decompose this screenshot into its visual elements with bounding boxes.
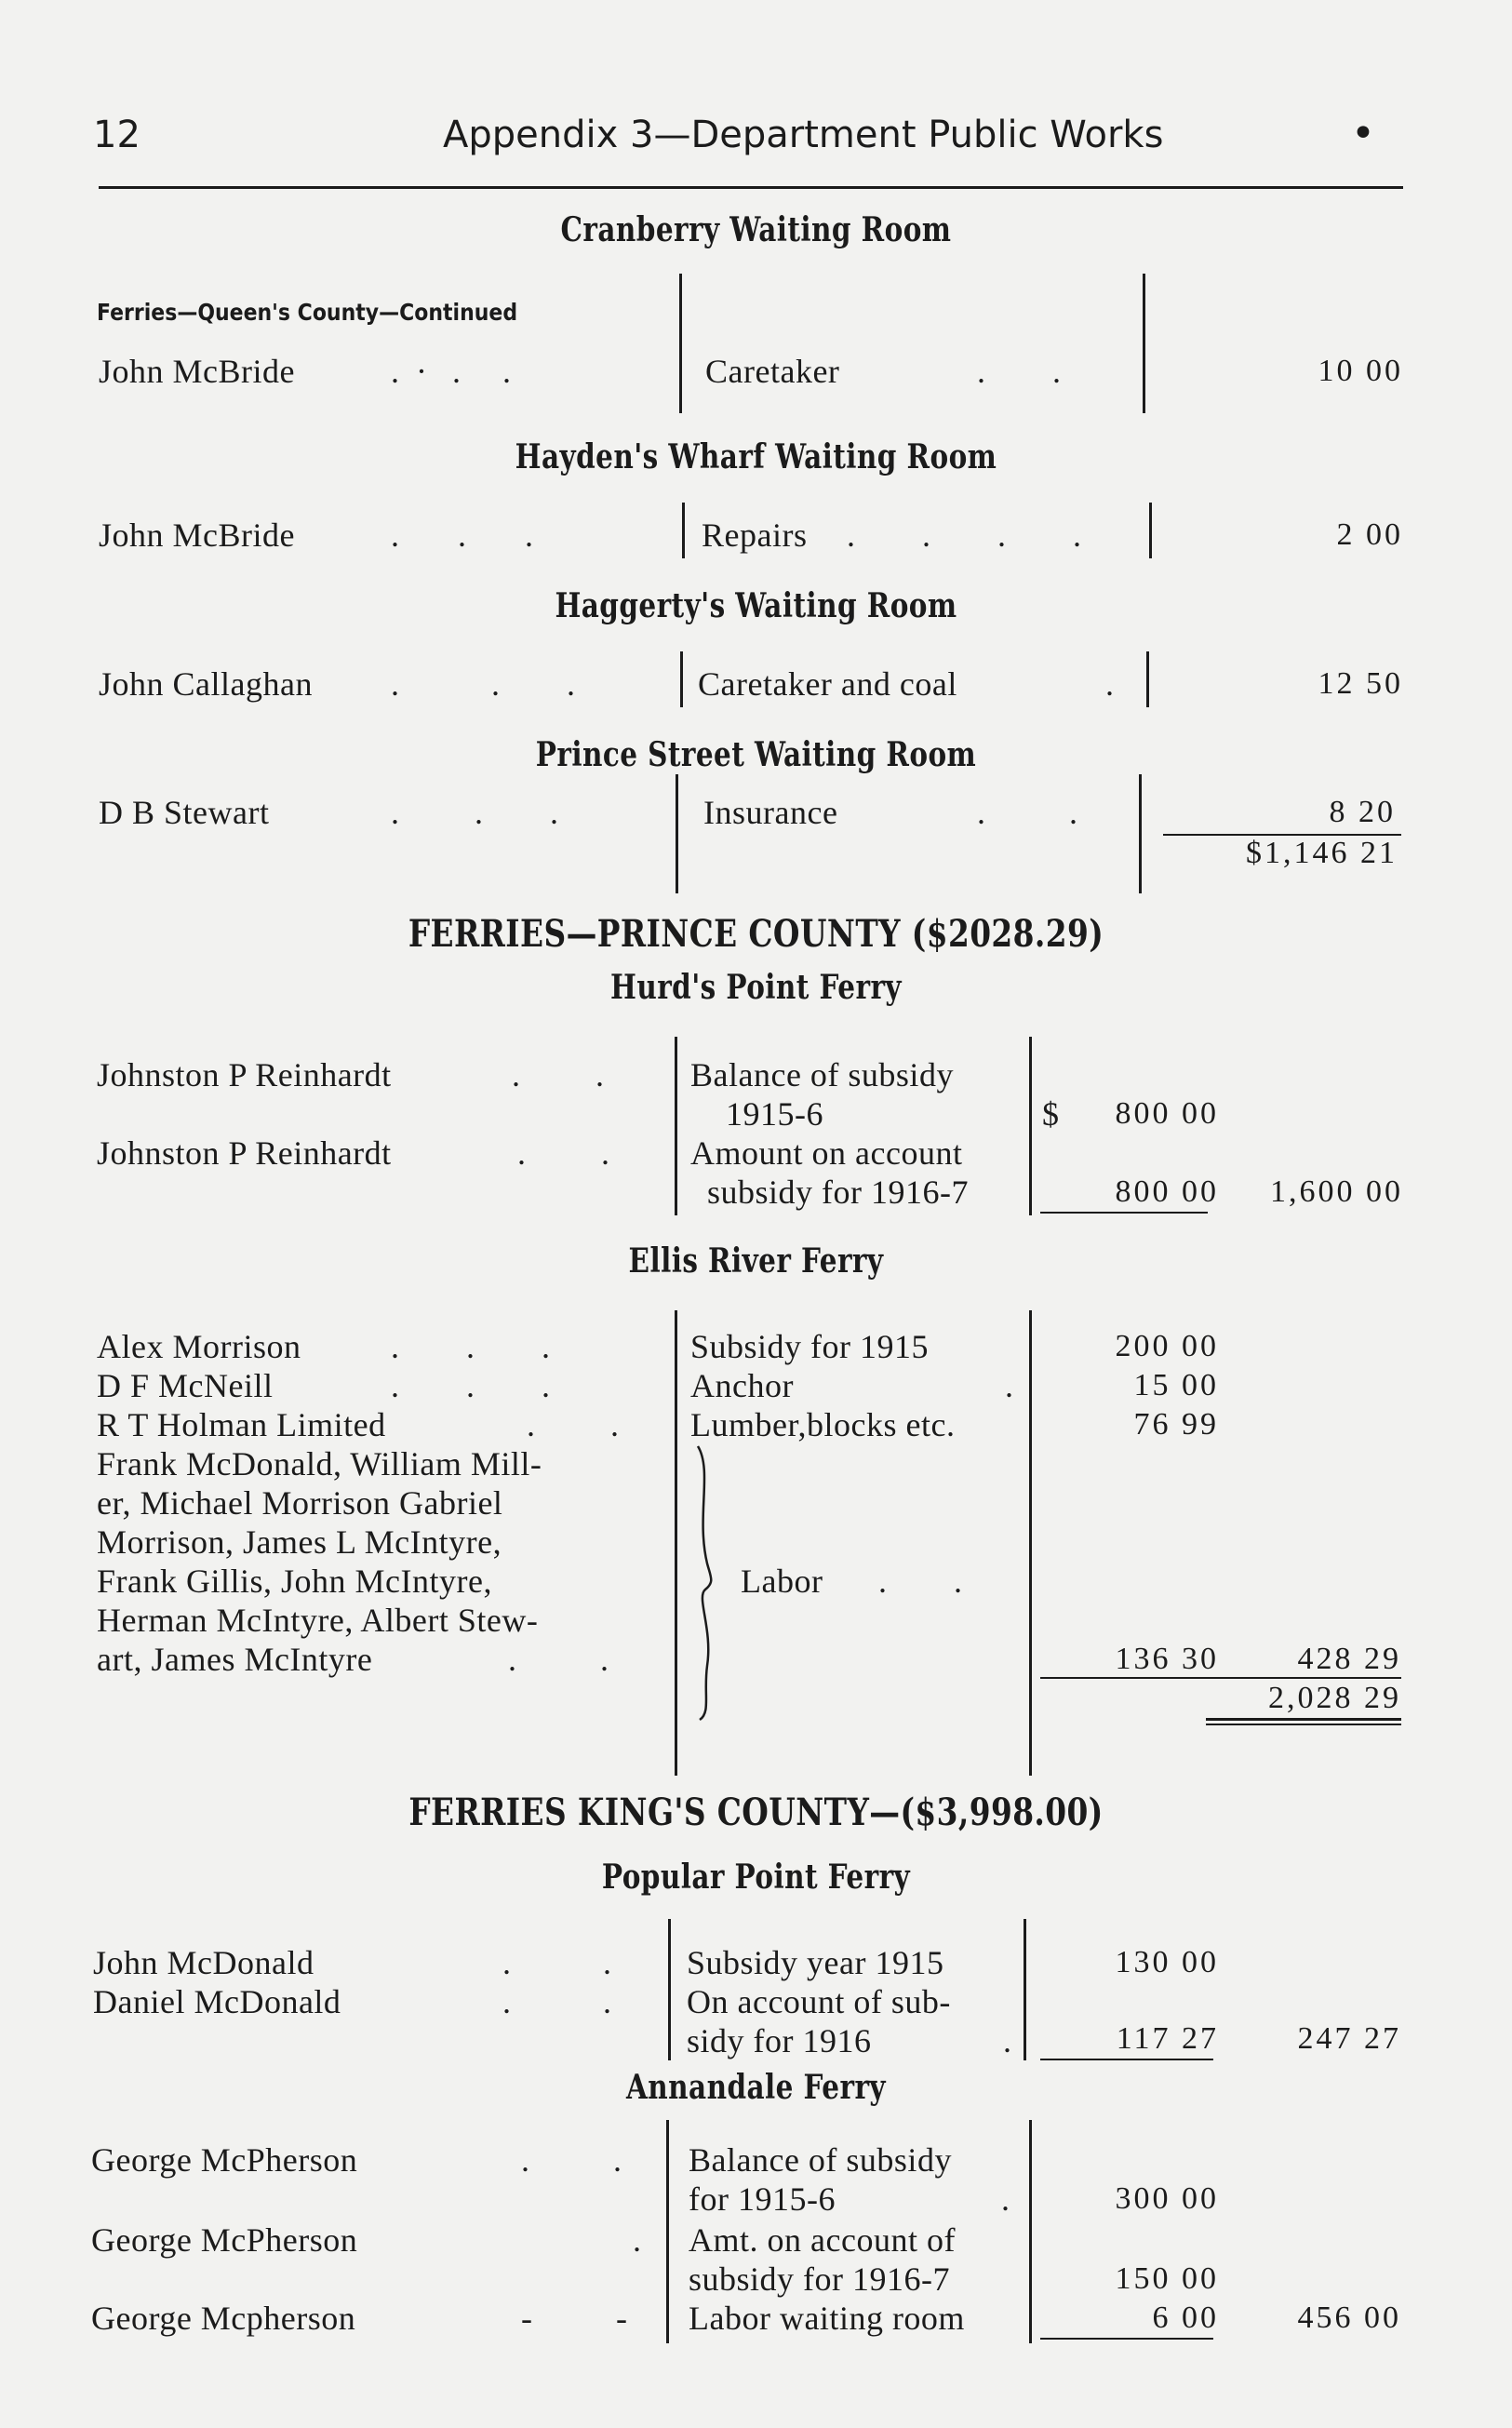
- item-description: Subsidy for 1915: [690, 1328, 930, 1365]
- column-rule: [675, 1310, 677, 1776]
- labor-names-line: Frank Gillis, John McIntyre,: [97, 1563, 492, 1600]
- amount: 76 99: [1133, 1407, 1219, 1442]
- leader-dots: . . .: [391, 1367, 550, 1404]
- section-title-cranberry: Cranberry Waiting Room: [560, 210, 952, 249]
- leader-dots: .: [1105, 665, 1114, 703]
- column-rule: [1139, 774, 1142, 893]
- payee-name: D B Stewart: [99, 794, 270, 831]
- item-description: sidy for 1916: [687, 2022, 872, 2059]
- amount: 200 00: [1115, 1329, 1219, 1363]
- column-rule: [1024, 1919, 1026, 2060]
- county-title-kings: FERRIES KING'S COUNTY—($3,998.00): [408, 1791, 1104, 1834]
- sum-rule: [1040, 1677, 1401, 1679]
- leader-dots: - -: [521, 2300, 627, 2337]
- amount: 300 00: [1115, 2181, 1219, 2216]
- item-description: Anchor: [690, 1367, 794, 1404]
- page-number: 12: [93, 114, 140, 156]
- continued-subheading: Ferries—Queen's County—Continued: [97, 299, 518, 326]
- column-rule: [1143, 274, 1145, 413]
- section-title-hayden: Hayden's Wharf Waiting Room: [515, 437, 997, 476]
- running-title: Appendix 3—Department Public Works: [443, 114, 1164, 156]
- leader-dots: . .: [502, 1983, 611, 2020]
- sum-rule: [1040, 1212, 1208, 1214]
- double-rule: [1206, 1718, 1401, 1721]
- column-rule: [1029, 1310, 1032, 1776]
- leader-dots: . .: [878, 1563, 962, 1600]
- item-description: On account of sub-: [687, 1983, 951, 2020]
- sum-rule: [1040, 2338, 1213, 2340]
- amount: 117 27: [1116, 2021, 1219, 2056]
- column-rule: [1149, 503, 1152, 558]
- item-description: Balance of subsidy: [690, 1056, 954, 1093]
- item-description: Subsidy year 1915: [687, 1944, 944, 1981]
- payee-name: John McDonald: [93, 1944, 314, 1981]
- section-title-hurds: Hurd's Point Ferry: [610, 968, 902, 1007]
- amount: 8 20: [1329, 795, 1396, 829]
- leader-dots: .: [1003, 2022, 1011, 2059]
- subtotal: 456 00: [1297, 2301, 1401, 2335]
- payee-name: George McPherson: [91, 2141, 358, 2179]
- brace-icon: [692, 1442, 720, 1722]
- section-title-haggerty: Haggerty's Waiting Room: [555, 586, 957, 625]
- item-description: Amount on account: [690, 1134, 963, 1172]
- amount: 800 00: [1115, 1174, 1219, 1209]
- column-rule: [1029, 2120, 1032, 2343]
- item-description: Insurance: [703, 794, 838, 831]
- payee-name: John Callaghan: [99, 665, 313, 703]
- payee-name: John McBride: [99, 516, 295, 554]
- subtotal: 247 27: [1297, 2021, 1401, 2056]
- item-description: Amt. on account of: [689, 2221, 956, 2259]
- county-total: 2,028 29: [1268, 1681, 1401, 1715]
- item-description: 1915-6: [726, 1095, 823, 1133]
- payee-name: D F McNeill: [97, 1367, 274, 1404]
- leader-dots: . .: [527, 1406, 619, 1443]
- leader-dots: . . .: [391, 665, 575, 703]
- payee-name: Johnston P Reinhardt: [97, 1056, 392, 1093]
- labor-names-line: er, Michael Morrison Gabriel: [97, 1484, 503, 1522]
- item-description: Labor: [741, 1563, 823, 1600]
- header-mark: •: [1351, 110, 1375, 157]
- section-title-popular: Popular Point Ferry: [601, 1858, 911, 1897]
- amount: 136 30: [1115, 1642, 1219, 1676]
- item-description: Lumber,blocks etc.: [690, 1406, 956, 1443]
- payee-name: R T Holman Limited: [97, 1406, 386, 1443]
- amount: 10 00: [1318, 354, 1403, 388]
- leader-dots: .: [1005, 1367, 1013, 1404]
- amount: 15 00: [1133, 1368, 1219, 1402]
- item-description: subsidy for 1916-7: [689, 2260, 950, 2298]
- leader-dots: . .: [508, 1641, 609, 1678]
- dollar-sign: $: [1042, 1095, 1060, 1133]
- amount: 150 00: [1115, 2261, 1219, 2296]
- leader-dots: . .: [977, 794, 1077, 831]
- column-rule: [680, 651, 683, 707]
- amount: 130 00: [1115, 1945, 1219, 1979]
- column-rule: [675, 1037, 677, 1215]
- item-description: Labor waiting room: [689, 2300, 965, 2337]
- double-rule: [1206, 1724, 1401, 1725]
- leader-dots: . .: [977, 353, 1061, 390]
- column-rule: [1146, 651, 1149, 707]
- column-rule: [1029, 1037, 1032, 1215]
- leader-dots: .: [633, 2221, 641, 2259]
- payee-name: Johnston P Reinhardt: [97, 1134, 392, 1172]
- item-description: subsidy for 1916-7: [707, 1174, 969, 1211]
- labor-names-line: art, James McIntyre: [97, 1641, 373, 1678]
- leader-dots: . . .: [391, 1328, 550, 1365]
- column-rule: [668, 1919, 671, 2060]
- column-rule: [682, 503, 685, 558]
- subtotal: 1,600 00: [1270, 1174, 1403, 1209]
- labor-names-line: Herman McIntyre, Albert Stew-: [97, 1602, 539, 1639]
- payee-name: Daniel McDonald: [93, 1983, 341, 2020]
- sum-rule: [1040, 2059, 1213, 2060]
- item-description: Repairs: [702, 516, 808, 554]
- payee-name: George McPherson: [91, 2221, 358, 2259]
- labor-names-line: Morrison, James L McIntyre,: [97, 1523, 502, 1561]
- amount: 12 50: [1318, 666, 1403, 701]
- item-description: Caretaker: [705, 353, 840, 390]
- payee-name: John McBride: [99, 353, 295, 390]
- subtotal: 428 29: [1297, 1642, 1401, 1676]
- leader-dots: . . .: [391, 794, 558, 831]
- queens-total: $1,146 21: [1246, 836, 1398, 870]
- leader-dots: . . .: [391, 516, 533, 554]
- amount: 6 00: [1152, 2301, 1219, 2335]
- leader-dots: . . . .: [847, 516, 1081, 554]
- payee-name: Alex Morrison: [97, 1328, 301, 1365]
- labor-names-line: Frank McDonald, William Mill-: [97, 1445, 542, 1482]
- section-title-ellis: Ellis River Ferry: [628, 1241, 884, 1281]
- amount: 800 00: [1115, 1096, 1219, 1131]
- leader-dots: . · . .: [391, 353, 511, 390]
- section-title-annandale: Annandale Ferry: [625, 2068, 887, 2107]
- section-title-prince-street: Prince Street Waiting Room: [535, 735, 977, 774]
- amount: 2 00: [1336, 517, 1403, 552]
- leader-dots: .: [1001, 2180, 1010, 2218]
- column-rule: [679, 274, 682, 413]
- header-rule: [99, 186, 1403, 189]
- payee-name: George Mcpherson: [91, 2300, 356, 2337]
- column-rule: [676, 774, 678, 893]
- column-rule: [666, 2120, 669, 2343]
- county-title-prince: FERRIES—PRINCE COUNTY ($2028.29): [408, 912, 1104, 956]
- leader-dots: . .: [512, 1056, 604, 1093]
- leader-dots: . .: [521, 2141, 622, 2179]
- leader-dots: . .: [502, 1944, 611, 1981]
- item-description: Caretaker and coal: [698, 665, 957, 703]
- item-description: for 1915-6: [689, 2180, 836, 2218]
- leader-dots: . .: [517, 1134, 609, 1172]
- item-description: Balance of subsidy: [689, 2141, 952, 2179]
